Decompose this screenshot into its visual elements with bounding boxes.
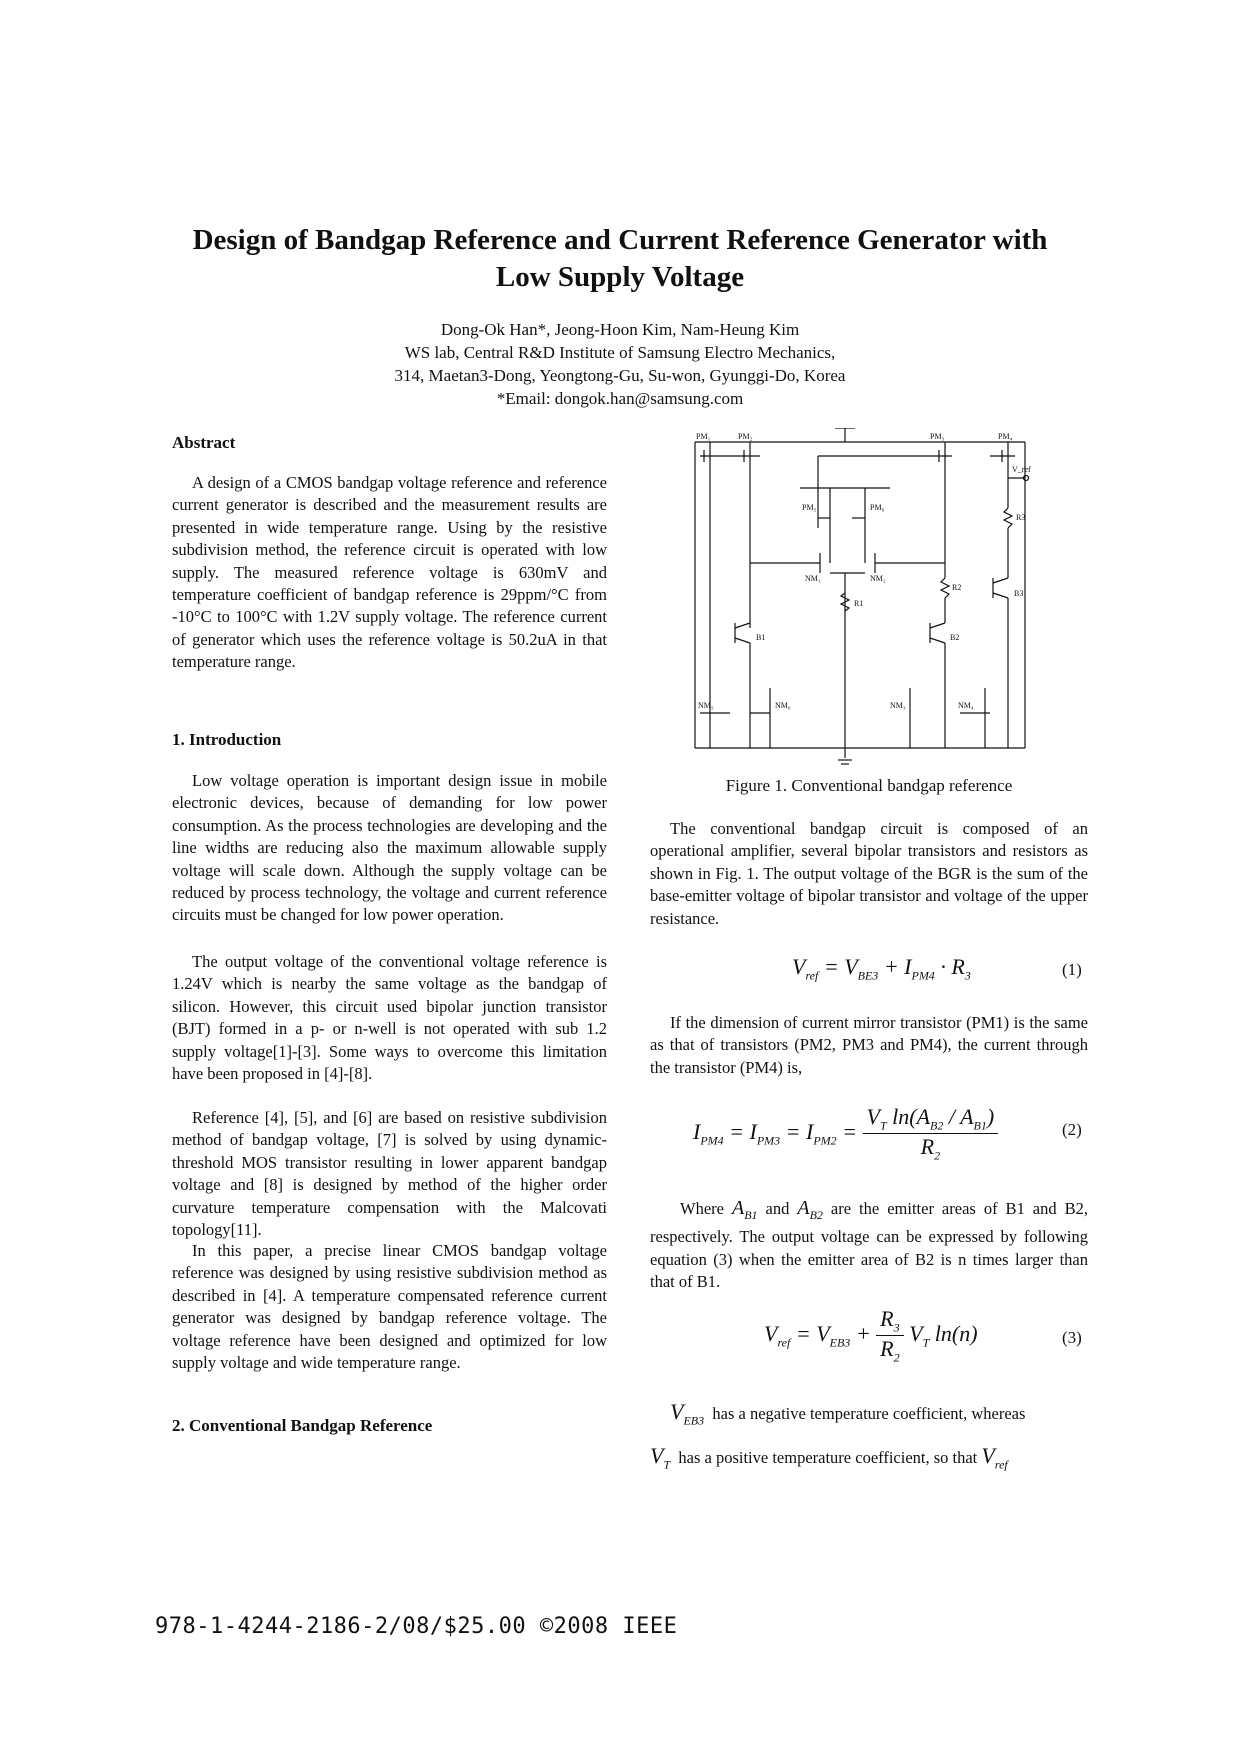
- equation-1: $V_{ref} = V_{BE3} + I_{PM4} \cdot R_3$: [792, 954, 971, 983]
- label-r3: R3: [1016, 513, 1026, 522]
- equation-1-number: (1): [1062, 960, 1082, 979]
- equation-2-number: (2): [1062, 1120, 1082, 1139]
- paper-title: [120, 222, 1120, 296]
- circuit-diagram: [690, 428, 1040, 768]
- label-pm2: PM₂: [738, 432, 753, 441]
- address: 314, Maetan3-Dong, Yeongtong-Gu, Su-won, Gyunggi-Do, Korea: [394, 366, 846, 385]
- intro-paragraph-3: Reference [4], [5], and [6] are based on resistive subdivision method of bandgap voltage, [7] is solved by using dynamic-threshold MOS transistor resulting in lower apparent bandgap voltage and [8] is designed by method of the higher order curvature temperature compensation with the Malcovati topology[11].: [172, 1108, 607, 1240]
- abstract-text: A design of a CMOS bandgap voltage reference and reference current generator is described and the measurement results are presented in wide temperature range. Using by the resistive subdivision method, the reference circuit is operated with low supply. The measured reference voltage is 630mV and temperature coefficient of bandgap reference is 29ppm/°C from -10°C to 100°C with 1.2V supply voltage. The reference current of generator which uses the reference voltage is 50.2uA in that temperature range.: [172, 473, 607, 672]
- email: *Email: dongok.han@samsung.com: [496, 389, 744, 408]
- label-vref: V_ref: [1012, 465, 1031, 474]
- intro-paragraph-2: The output voltage of the conventional voltage reference is 1.24V which is nearby the same voltage as the bandgap of silicon. However, this circuit used bipolar junction transistor (BJT) formed in a p- or n-well is not operated with sub 1.2 supply voltage[1]-[3]. Some ways to overcome this limitation have been proposed in [4]-[8].: [172, 952, 607, 1084]
- label-nm1: NM₁: [805, 574, 821, 583]
- intro-heading: 1. Introduction: [172, 730, 282, 749]
- equation-3-number: (3): [1062, 1328, 1082, 1347]
- vref-negative-text: has a negative temperature coefficient, whereas: [712, 1404, 1026, 1423]
- label-nm3: NM₃: [890, 701, 906, 710]
- label-b3: B3: [1014, 589, 1024, 598]
- figure-caption: Figure 1. Conventional bandgap reference: [725, 776, 1013, 795]
- label-b2: B2: [950, 633, 960, 642]
- right-paragraph-2: If the dimension of current mirror transistor (PM1) is the same as that of transistors (PM2, PM3 and PM4), the current through the transistor (PM4) is,: [650, 1013, 1088, 1077]
- section-2-heading: 2. Conventional Bandgap Reference: [172, 1416, 433, 1435]
- label-nm2: NM₂: [870, 574, 886, 583]
- label-nm4: NM₄: [958, 701, 974, 710]
- right-paragraph-1: The conventional bandgap circuit is composed of an operational amplifier, several bipolar transistors and resistors as shown in Fig. 1. The output voltage of the BGR is the sum of the base-emitter voltage of bipolar transistor and voltage of the upper resistance.: [650, 819, 1088, 928]
- equation-3: $V_{ref} = V_{EB3}$ + $\frac{R_3}{R_2}$ $V_T$ ln(n): [764, 1306, 978, 1365]
- label-pm3: PM₃: [930, 432, 945, 441]
- equation-2: $I_{PM4} = I_{PM3} = I_{PM2}$ = $\frac{V_T \ln(A_{B2} / A_{B1})}{R_2}$: [693, 1104, 998, 1164]
- title-line-2: Low Supply Voltage: [495, 261, 745, 293]
- authors: Dong-Ok Han*, Jeong-Hoon Kim, Nam-Heung Kim: [440, 320, 800, 339]
- title-line-1: Design of Bandgap Reference and Current Reference Generator with: [192, 224, 1048, 256]
- intro-paragraph-1: Low voltage operation is important design issue in mobile electronic devices, because of demanding for low power consumption. As the process technologies are developing and the line widths are reducing also the maximum allowable supply voltage will scale down. Although the supply voltage can be reduced by process technology, the voltage and current reference circuits must be changed for low power operation.: [172, 771, 607, 925]
- intro-paragraph-4: In this paper, a precise linear CMOS bandgap voltage reference was designed by using resistive subdivision method as described in [4]. A temperature compensated reference current generator was designed by bandgap reference voltage. The voltage reference have been designed and optimized for low supply voltage and wide temperature range.: [172, 1241, 607, 1373]
- label-pm5: PM₅: [802, 503, 817, 512]
- and-text: and: [765, 1199, 790, 1218]
- abstract-heading: Abstract: [172, 433, 236, 452]
- right-paragraph-4: $V_{EB3}$ has a negative temperature coefficient, whereas $V_T$ has a positive temperature coefficient, so that $V_{ref}$: [650, 1399, 1026, 1472]
- right-paragraph-3: Where $A_{B1}$ and $A_{B2}$ are the emitter areas of B1 and B2, respectively. The output voltage can be expressed by following equation (3) when the emitter area of B2 is n times larger than that of B1.: [650, 1197, 1089, 1292]
- label-pm4: PM₄: [998, 432, 1013, 441]
- where-rest-text: are the emitter areas of B1 and B2, respectively. The output voltage can be expressed by following equation (3) when the emitter area of B2 is n times larger than that of B1.: [650, 1199, 1089, 1292]
- label-r2: R2: [952, 583, 962, 592]
- affiliation: WS lab, Central R&D Institute of Samsung Electro Mechanics,: [404, 343, 836, 362]
- where-text: Where: [680, 1199, 724, 1218]
- label-b1: B1: [756, 633, 766, 642]
- label-nm5: NM₅: [698, 701, 714, 710]
- author-block: [320, 318, 920, 410]
- copyright-footer: 978-1-4244-2186-2/08/$25.00 ©2008 IEEE: [155, 1614, 678, 1639]
- label-pm1: PM₁: [696, 432, 711, 441]
- label-pm6: PM₆: [870, 503, 885, 512]
- vt-positive-text: has a positive temperature coefficient, so that: [678, 1448, 978, 1468]
- label-r1: R1: [854, 599, 864, 608]
- label-nm6: NM₆: [775, 701, 791, 710]
